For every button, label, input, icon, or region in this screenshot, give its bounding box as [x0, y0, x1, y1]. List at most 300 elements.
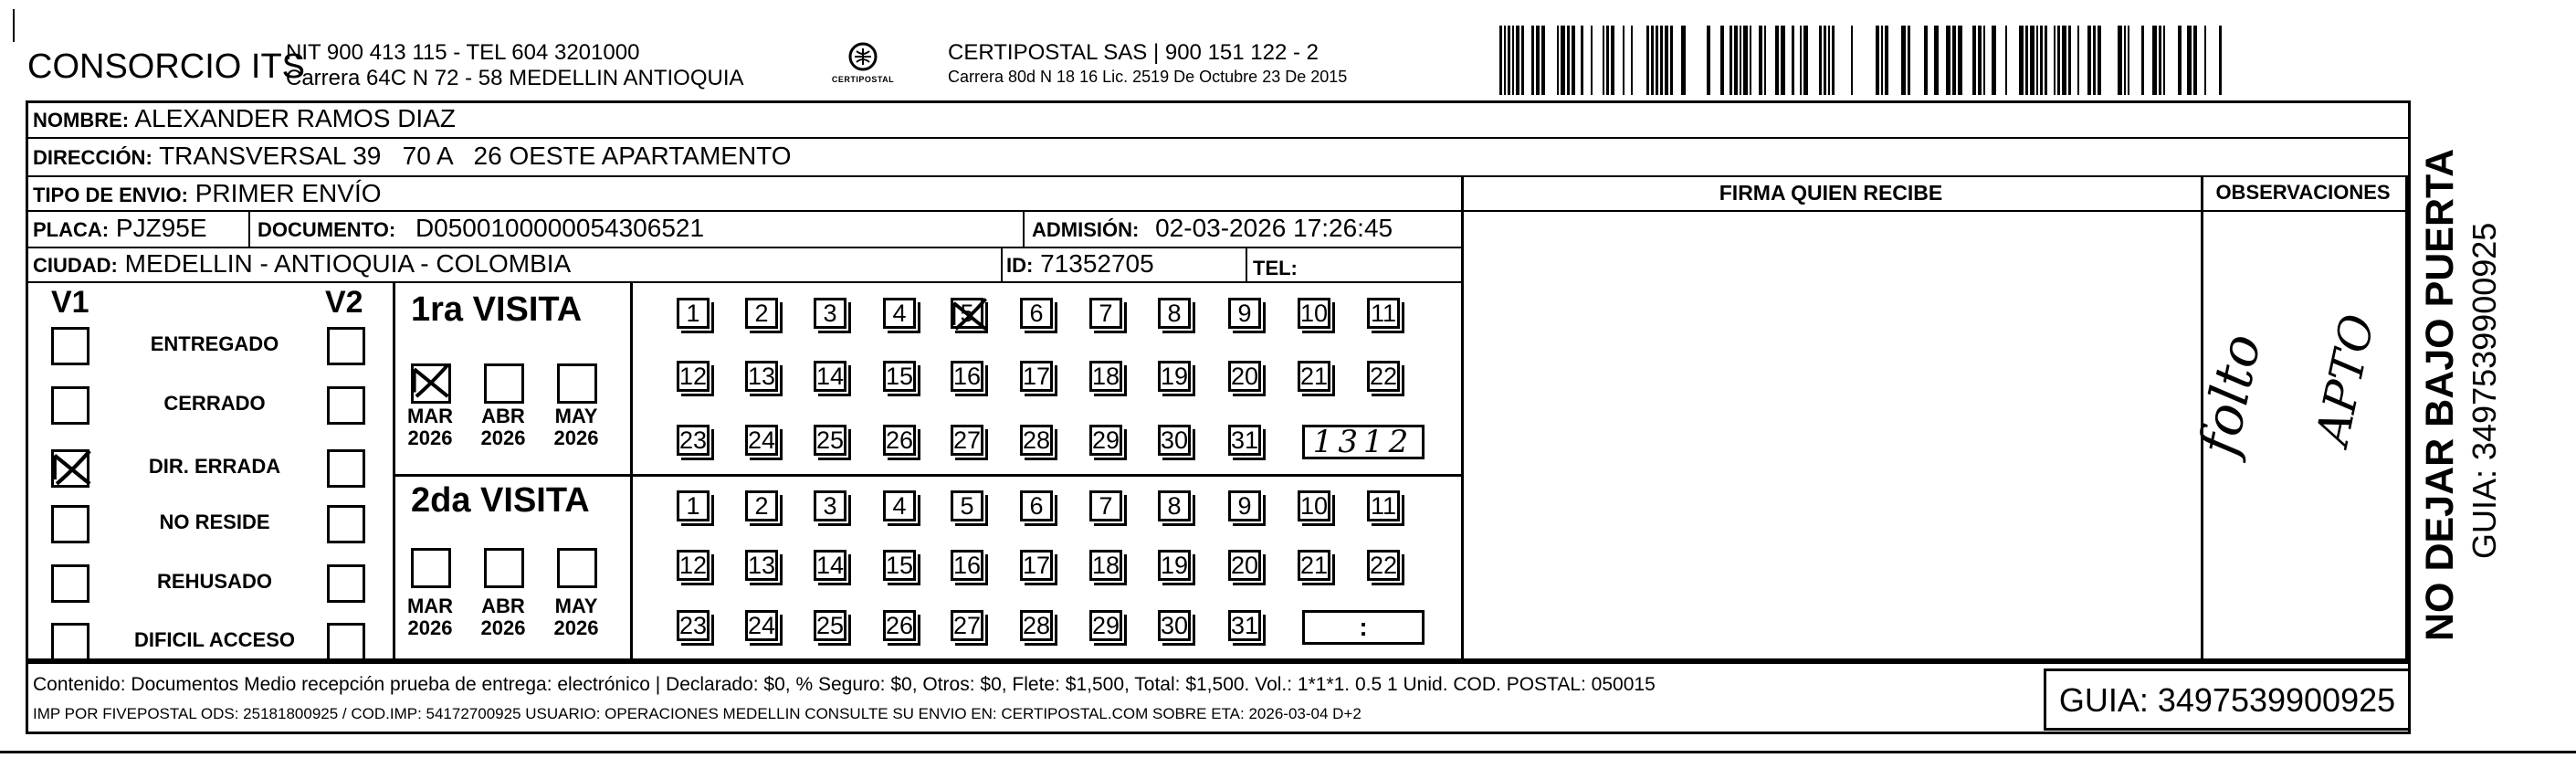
footer-imp: IMP POR FIVEPOSTAL ODS: 25181800925 / COD.IMP: 54172700925 USUARIO: OPERACIONES MEDELLIN CONSULTE SU ENVIO EN: CERTIPOSTAL.COM SOBRE ETA: 2026-03-04 D+2: [33, 705, 1362, 722]
day-number: 10: [1300, 300, 1329, 327]
barcode-bar: [1531, 26, 1534, 95]
observaciones-header: OBSERVACIONES: [2215, 181, 2391, 204]
day-number: 29: [1092, 426, 1120, 454]
day-cell[interactable]: [1158, 490, 1191, 521]
row-line: [26, 137, 2411, 139]
placa-divider: [248, 210, 250, 247]
day-cell[interactable]: [677, 425, 710, 456]
day-number: 26: [886, 612, 914, 639]
barcode-bar: [1740, 26, 1741, 95]
barcode-bar: [2030, 26, 2035, 95]
day-cell[interactable]: [1228, 490, 1261, 521]
day-cell[interactable]: [814, 425, 846, 456]
day-number: 18: [1092, 552, 1120, 579]
barcode-bar: [1828, 26, 1830, 95]
barcode-bar: [1557, 26, 1559, 95]
barcode-bar: [2098, 26, 2101, 95]
day-number: 9: [1237, 492, 1252, 520]
day-cell[interactable]: [677, 298, 710, 329]
barcode-bar: [1934, 26, 1939, 95]
day-cell[interactable]: [1158, 610, 1191, 641]
day-number: 18: [1092, 363, 1120, 390]
barcode-bar: [1591, 26, 1593, 95]
month-label: MAR: [406, 595, 454, 617]
admision-value: 02-03-2026 17:26:45: [1155, 214, 1393, 242]
barcode-bar: [1972, 26, 1976, 95]
barcode-bar: [1603, 26, 1604, 95]
day-cell[interactable]: [814, 550, 846, 581]
day-cell[interactable]: [814, 298, 846, 329]
barcode-bar: [2163, 26, 2165, 95]
tipo-label: TIPO DE ENVIO:: [33, 184, 188, 206]
day-cell[interactable]: [1158, 425, 1191, 456]
firma-header: FIRMA QUIEN RECIBE: [1719, 181, 1943, 205]
day-cell[interactable]: [951, 425, 983, 456]
day-cell[interactable]: [1298, 298, 1330, 329]
day-number: 5: [960, 300, 974, 327]
id-row: [1006, 249, 1154, 279]
admision-label: ADMISIÓN:: [1032, 218, 1140, 241]
day-number: 28: [1023, 426, 1051, 454]
day-number: 19: [1161, 363, 1189, 390]
day-cell[interactable]: [951, 361, 983, 392]
margin-tick: [13, 9, 15, 42]
barcode-bar: [1541, 26, 1545, 95]
month-label: MAY: [554, 405, 598, 427]
day-number: 10: [1300, 492, 1329, 520]
day-number: 16: [953, 552, 982, 579]
barcode-bar: [1992, 26, 1996, 95]
day-cell[interactable]: [1298, 361, 1330, 392]
day-number: 3: [823, 492, 837, 520]
barcode-bar: [1824, 26, 1826, 95]
day-number: 27: [953, 426, 982, 454]
time-box[interactable]: [1302, 610, 1425, 645]
company-address: Carrera 64C N 72 - 58 MEDELLIN ANTIOQUIA: [286, 66, 744, 90]
direccion-value: TRANSVERSAL 39 70 A 26 OESTE APARTAMENTO: [159, 142, 792, 170]
day-cell[interactable]: [745, 361, 778, 392]
barcode-bar: [1707, 26, 1710, 95]
v2-checkbox[interactable]: [327, 386, 365, 425]
day-cell[interactable]: [1158, 298, 1191, 329]
day-number: 9: [1237, 300, 1252, 327]
day-cell[interactable]: [814, 361, 846, 392]
day-cell[interactable]: [745, 550, 778, 581]
day-number: 6: [1029, 300, 1044, 327]
obs-handwritten-1: folto: [2187, 328, 2274, 461]
ciudad-value: MEDELLIN - ANTIOQUIA - COLOMBIA: [124, 249, 572, 278]
day-cell[interactable]: [814, 610, 846, 641]
v2-checkbox[interactable]: [327, 623, 365, 661]
day-cell[interactable]: [1367, 550, 1400, 581]
v1-checkbox[interactable]: [51, 386, 89, 425]
barcode-bar: [1516, 26, 1519, 95]
day-number: 23: [679, 426, 708, 454]
day-cell[interactable]: [1367, 361, 1400, 392]
barcode-bar: [1606, 26, 1609, 95]
day-number: 24: [748, 426, 776, 454]
day-number: 11: [1370, 492, 1397, 520]
day-cell[interactable]: [1089, 425, 1122, 456]
barcode-bar: [1561, 26, 1565, 95]
row-line: [26, 281, 1461, 283]
logo-text: CERTIPOSTAL: [831, 75, 895, 84]
admision-row: [1032, 214, 1393, 243]
courier-name: CERTIPOSTAL SAS | 900 151 122 - 2: [948, 40, 1319, 65]
footer-guia: GUIA: 3497539900925: [2058, 681, 2396, 719]
second-visit-title: 2da VISITA: [411, 481, 590, 520]
obs-handwritten-2: APTO: [2306, 310, 2385, 450]
barcode-bar: [1764, 26, 1766, 95]
day-cell[interactable]: [883, 490, 916, 521]
bottom-edge: [0, 751, 2576, 753]
v1-label: V1: [51, 285, 89, 320]
day-number: 2: [754, 300, 769, 327]
row-line: [26, 210, 1461, 212]
barcode-bar: [1901, 26, 1906, 95]
courier-address: Carrera 80d N 18 16 Lic. 2519 De Octubre 23 De 2015: [948, 68, 1348, 86]
day-cell[interactable]: [677, 610, 710, 641]
day-number: 1: [686, 300, 700, 327]
options-divider: [393, 281, 395, 661]
day-cell[interactable]: [1089, 490, 1122, 521]
barcode-bar: [1730, 26, 1732, 95]
id-divider: [1001, 247, 1003, 281]
barcode-bar: [1623, 26, 1624, 95]
barcode-bar: [2036, 26, 2038, 95]
v2-checkbox[interactable]: [327, 505, 365, 543]
year-label: 2026: [480, 616, 526, 639]
time-box[interactable]: [1302, 425, 1425, 459]
v1-checkbox[interactable]: [51, 623, 89, 661]
barcode-bar: [1567, 26, 1570, 95]
day-cell[interactable]: [677, 490, 710, 521]
firma-header-line: [1461, 210, 2407, 212]
v2-checkbox[interactable]: [327, 327, 365, 365]
day-cell[interactable]: [883, 610, 916, 641]
barcode-bar: [1750, 26, 1751, 95]
admision-divider: [1023, 210, 1025, 247]
day-number: 3: [823, 300, 837, 327]
nombre-row: [33, 104, 456, 133]
month-checkbox[interactable]: [411, 363, 451, 404]
day-cell[interactable]: [1020, 550, 1053, 581]
day-number: 8: [1167, 300, 1182, 327]
barcode-bar: [1665, 26, 1668, 95]
barcode-bar: [1508, 26, 1510, 95]
barcode-bar: [1851, 26, 1853, 95]
barcode-bar: [1611, 26, 1614, 95]
day-number: 27: [953, 612, 982, 639]
barcode-bar: [1681, 26, 1686, 95]
day-number: 8: [1167, 492, 1182, 520]
day-cell[interactable]: [745, 490, 778, 521]
barcode-bar: [2152, 26, 2157, 95]
v1-checkbox[interactable]: [51, 564, 89, 603]
barcode-bar: [1978, 26, 1982, 95]
day-cell[interactable]: [1020, 425, 1053, 456]
day-number: 12: [679, 363, 708, 390]
day-cell[interactable]: [1298, 550, 1330, 581]
day-cell[interactable]: [677, 361, 710, 392]
day-number: 5: [960, 492, 974, 520]
placa-row: [33, 214, 207, 243]
day-number: 14: [816, 363, 845, 390]
day-number: 24: [748, 612, 776, 639]
barcode-bar: [1881, 26, 1883, 95]
company-nit: NIT 900 413 115 - TEL 604 3201000: [286, 40, 640, 65]
barcode-bar: [2005, 26, 2007, 95]
certipostal-logo: [826, 38, 899, 93]
barcode-bar: [2093, 26, 2096, 95]
day-number: 30: [1161, 426, 1189, 454]
barcode-bar: [2068, 26, 2071, 95]
barcode-bar: [1512, 26, 1514, 95]
day-cell[interactable]: [951, 490, 983, 521]
day-number: 17: [1023, 363, 1051, 390]
row-line: [26, 175, 2411, 177]
day-cell[interactable]: [1020, 610, 1053, 641]
barcode-bar: [1660, 26, 1663, 95]
barcode-bar: [1720, 26, 1724, 95]
firma-left-border: [1461, 175, 1464, 661]
month-label: ABR: [481, 405, 525, 427]
day-number: 19: [1161, 552, 1189, 579]
day-number: 31: [1231, 426, 1259, 454]
day-number: 6: [1029, 492, 1044, 520]
day-number: 7: [1099, 492, 1113, 520]
check-mark-icon: [950, 295, 990, 335]
day-cell[interactable]: [745, 610, 778, 641]
tel-divider: [1246, 247, 1247, 281]
v2-checkbox[interactable]: [327, 564, 365, 603]
barcode: [1499, 26, 2230, 95]
barcode-bar: [1670, 26, 1673, 95]
logo-icon: [826, 38, 899, 79]
day-cell[interactable]: [1367, 490, 1400, 521]
day-cell[interactable]: [1228, 425, 1261, 456]
month-checkbox[interactable]: [557, 548, 597, 588]
barcode-bar: [1572, 26, 1575, 95]
day-cell[interactable]: [1020, 361, 1053, 392]
day-cell[interactable]: [1089, 610, 1122, 641]
barcode-bar: [2204, 26, 2206, 95]
day-cell[interactable]: [883, 425, 916, 456]
check-mark-icon: [410, 361, 452, 403]
day-cell[interactable]: [814, 490, 846, 521]
first-visit-title: 1ra VISITA: [411, 290, 583, 329]
day-number: 1: [686, 492, 700, 520]
barcode-bar: [2057, 26, 2060, 95]
day-number: 2: [754, 492, 769, 520]
day-number: 11: [1370, 300, 1397, 327]
month-label: MAR: [406, 405, 454, 427]
month-checkbox[interactable]: [557, 363, 597, 404]
header: [0, 0, 2576, 100]
side-guia: GUIA: 3497539900925: [2466, 222, 2503, 559]
barcode-bar: [1952, 26, 1956, 95]
barcode-bar: [2128, 26, 2129, 95]
day-number: 25: [816, 426, 845, 454]
day-number: 20: [1231, 552, 1259, 579]
barcode-bar: [1803, 26, 1808, 95]
barcode-bar: [1781, 26, 1785, 95]
day-cell[interactable]: [1020, 490, 1053, 521]
day-cell[interactable]: [951, 610, 983, 641]
tel-label: TEL:: [1253, 257, 1298, 279]
visit-divider: [393, 474, 1461, 477]
barcode-bar: [1832, 26, 1835, 95]
day-cell[interactable]: [1020, 298, 1053, 329]
footer-contenido: Contenido: Documentos Medio recepción prueba de entrega: electrónico | Declarado: $0, % Seguro: $0, Otros: $0, Flete: $1,500, Total: $1,500. Vol.: 1*1*1. 0.5 1 Unid. COD. POSTAL: 050015: [33, 674, 1656, 695]
ciudad-label: CIUDAD:: [33, 254, 118, 277]
tipo-value: PRIMER ENVÍO: [195, 179, 382, 207]
month-label: ABR: [481, 595, 525, 617]
barcode-bar: [2159, 26, 2161, 95]
day-cell[interactable]: [883, 298, 916, 329]
months-divider: [630, 281, 633, 661]
day-number: 31: [1231, 612, 1259, 639]
barcode-bar: [1885, 26, 1888, 95]
day-number: 15: [886, 552, 914, 579]
day-cell[interactable]: [677, 550, 710, 581]
v1-checkbox[interactable]: [51, 327, 89, 365]
option-label: DIFICIL ACCESO: [133, 628, 295, 651]
day-number: 29: [1092, 612, 1120, 639]
day-cell[interactable]: [1367, 298, 1400, 329]
time-separator: :: [1359, 613, 1368, 641]
id-value: 71352705: [1040, 249, 1154, 278]
barcode-bar: [1876, 26, 1879, 95]
barcode-bar: [1631, 26, 1633, 95]
barcode-bar: [2187, 26, 2192, 95]
v2-label: V2: [325, 285, 363, 320]
day-cell[interactable]: [1158, 550, 1191, 581]
day-cell[interactable]: [883, 550, 916, 581]
barcode-bar: [2124, 26, 2126, 95]
barcode-bar: [1521, 26, 1524, 95]
day-cell[interactable]: [1158, 361, 1191, 392]
barcode-bar: [2062, 26, 2066, 95]
day-number: 21: [1300, 552, 1329, 579]
day-cell[interactable]: [1228, 610, 1261, 641]
day-cell[interactable]: [951, 550, 983, 581]
day-number: 28: [1023, 612, 1051, 639]
check-mark-icon: [50, 447, 94, 490]
barcode-bar: [1536, 26, 1540, 95]
option-label: REHUSADO: [157, 570, 272, 593]
day-number: 22: [1370, 363, 1398, 390]
barcode-bar: [2219, 26, 2222, 95]
barcode-bar: [1958, 26, 1962, 95]
year-label: 2026: [553, 426, 599, 449]
day-number: 21: [1300, 363, 1329, 390]
year-label: 2026: [407, 616, 453, 639]
day-number: 30: [1161, 612, 1189, 639]
barcode-bar: [2178, 26, 2182, 95]
day-number: 12: [679, 552, 708, 579]
v1-checkbox[interactable]: [51, 449, 89, 488]
tipo-row: [33, 179, 382, 208]
nombre-value: ALEXANDER RAMOS DIAZ: [134, 104, 456, 132]
barcode-bar: [1800, 26, 1802, 95]
barcode-bar: [1504, 26, 1506, 95]
barcode-bar: [1734, 26, 1738, 95]
tel-row: [1253, 252, 1298, 281]
day-number: 7: [1099, 300, 1113, 327]
day-number: 20: [1231, 363, 1259, 390]
day-number: 25: [816, 612, 845, 639]
barcode-bar: [1656, 26, 1658, 95]
month-checkbox[interactable]: [411, 548, 451, 588]
day-cell[interactable]: [745, 425, 778, 456]
day-number: 26: [886, 426, 914, 454]
v2-checkbox[interactable]: [327, 449, 365, 488]
day-cell[interactable]: [1228, 361, 1261, 392]
v1-checkbox[interactable]: [51, 505, 89, 543]
ciudad-row: [33, 249, 571, 279]
option-label: ENTREGADO: [150, 332, 279, 355]
month-checkbox[interactable]: [484, 363, 524, 404]
day-number: 16: [953, 363, 982, 390]
month-checkbox[interactable]: [484, 548, 524, 588]
documento-row: [258, 214, 704, 243]
day-cell[interactable]: [1089, 298, 1122, 329]
day-number: 15: [886, 363, 914, 390]
nombre-label: NOMBRE:: [33, 109, 130, 132]
month-label: MAY: [554, 595, 598, 617]
barcode-bar: [1581, 26, 1583, 95]
day-cell[interactable]: [1228, 298, 1261, 329]
barcode-bar: [1775, 26, 1779, 95]
option-label: NO RESIDE: [159, 511, 270, 533]
barcode-bar: [1819, 26, 1822, 95]
barcode-bar: [1759, 26, 1762, 95]
year-label: 2026: [407, 426, 453, 449]
barcode-bar: [1743, 26, 1748, 95]
day-cell[interactable]: [1089, 550, 1122, 581]
day-cell[interactable]: [1298, 490, 1330, 521]
barcode-bar: [1908, 26, 1910, 95]
placa-value: PJZ95E: [115, 214, 207, 242]
day-cell[interactable]: [1089, 361, 1122, 392]
day-cell[interactable]: [1228, 550, 1261, 581]
documento-label: DOCUMENTO:: [258, 218, 396, 241]
day-number: 14: [816, 552, 845, 579]
day-cell[interactable]: [883, 361, 916, 392]
barcode-bar: [1792, 26, 1794, 95]
year-label: 2026: [480, 426, 526, 449]
obs-right-border: [2405, 175, 2408, 661]
barcode-bar: [1651, 26, 1654, 95]
barcode-bar: [1946, 26, 1950, 95]
id-label: ID:: [1006, 254, 1034, 277]
direccion-label: DIRECCIÓN:: [33, 146, 152, 169]
day-number: 4: [892, 492, 907, 520]
barcode-bar: [2054, 26, 2056, 95]
day-cell[interactable]: [745, 298, 778, 329]
day-number: 22: [1370, 552, 1398, 579]
day-number: 17: [1023, 552, 1051, 579]
day-cell[interactable]: [951, 298, 983, 329]
barcode-bar: [2118, 26, 2122, 95]
barcode-bar: [2077, 26, 2079, 95]
day-number: 13: [748, 363, 776, 390]
day-number: 23: [679, 612, 708, 639]
day-number: 13: [748, 552, 776, 579]
option-label: DIR. ERRADA: [148, 455, 281, 478]
barcode-bar: [1499, 26, 1502, 95]
